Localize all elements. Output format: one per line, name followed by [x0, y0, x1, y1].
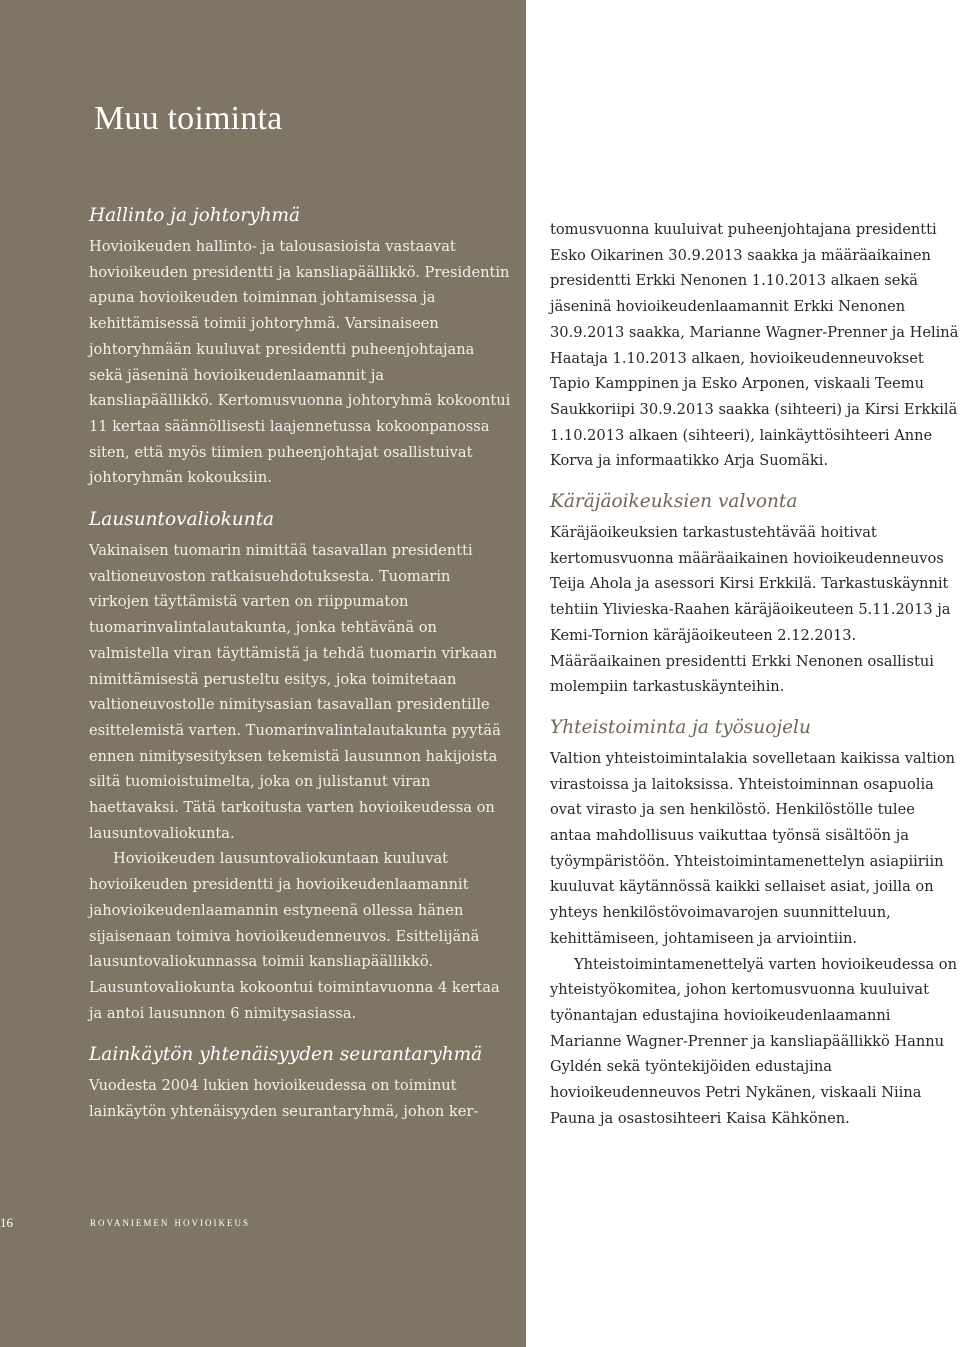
section-heading-lainkaytto: Lainkäytön yhtenäisyyden seurantaryhmä: [89, 1044, 483, 1066]
section-heading-hallinto: Hallinto ja johtoryhmä: [89, 205, 301, 226]
right-column: [550, 217, 960, 1132]
paragraph-lausuntovaliokunta-1: Vakinaisen tuomarin nimittää tasavallan presidentti valtioneuvoston ratkaisuehdotuksesta. Tuomarin virkojen täyttämistä varten on riippumaton tuomarinvalintalautakunta, jonka tehtävänä on valmistella viran täyttämistä ja tehdä tuomarin virkaan nimittämisestä perusteltu esitys, joka toimitetaan valtioneuvostolle nimitysasian tasavallan presidentille esittelemistä varten. Tuomarinvalintalautakunta pyytää ennen nimitysesityksen tekemistä lausunnon hakijoista siltä tuomioistuimelta, joka on julistanut viran haettavaksi. Tätä tarkoitusta varten hovioikeudessa on lausuntovaliokunta.: [89, 542, 501, 842]
paragraph-yhteistoiminta-2: Yhteistoimintamenettelyä varten hovioikeudessa on yhteistyökomitea, johon kertomusvuonna kuuluivat työnantajan edustajina hovioikeudenlaamanni Marianne Wagner-Prenner ja kansliapäällikkö Hannu Gyldén sekä työntekijöiden edustajina hovioikeudenneuvos Petri Nykänen, viskaali Niina Pauna ja osastosihteeri Kaisa Kähkönen.: [550, 955, 957, 1127]
paragraph-lainkaytto: Vuodesta 2004 lukien hovioikeudessa on toiminut lainkäytön yhtenäisyyden seurantaryhmä, johon ker-: [89, 1077, 479, 1121]
left-column: [89, 205, 511, 1125]
page-title: Muu toiminta: [94, 100, 283, 137]
paragraph-yhteistoiminta-1: Valtion yhteistoimintalakia sovelletaan kaikissa valtion virastoissa ja laitoksissa. Yhteistoiminnan osapuolia ovat virasto ja sen henkilöstö. Henkilöstölle tulee antaa mahdollisuus vaikuttaa työnsä sisältöön ja työympäristöön. Yhteistoimintamenettelyn asiapiiriin kuuluvat käytännössä kaikki sellaiset asiat, joilla on yhteys henkilöstövoimavarojen suunnitteluun, kehittämiseen, johtamiseen ja arviointiin.: [550, 749, 956, 947]
footer-label: rovaniemen hovioikeus: [90, 1215, 250, 1229]
section-heading-yhteistoiminta: Yhteistoiminta ja työsuojelu: [550, 716, 811, 738]
section-heading-lausuntovaliokunta: Lausuntovaliokunta: [89, 509, 275, 531]
section-heading-karajaoikeudet: Käräjäoikeuksien valvonta: [550, 491, 798, 513]
paragraph-lausuntovaliokunta-2: Hovioikeuden lausuntovaliokuntaan kuuluvat hovioikeuden presidentti ja hovioikeudenlaamannit jahovioikeudenlaamannin estyneenä ollessa hänen sijaisenaan toimiva hovioikeudenneuvos. Esittelijänä lausuntovaliokunnassa toimii kansliapäällikkö. Lausuntovaliokunta kokoontui toimintavuonna 4 kertaa ja antoi lausunnon 6 nimitysasiassa.: [89, 850, 500, 1022]
page-number: 16: [0, 1215, 13, 1230]
paragraph-lainkaytto-continued: tomusvuonna kuuluivat puheenjohtajana presidentti Esko Oikarinen 30.9.2013 saakka ja määräaikainen presidentti Erkki Nenonen 1.10.2013 alkaen sekä jäseninä hovioikeudenlaamannit Erkki Nenonen 30.9.2013 saakka, Marianne Wagner-Prenner ja Helinä Haataja 1.10.2013 alkaen, hovioikeudenneuvokset Tapio Kamppinen ja Esko Arponen, viskaali Teemu Saukkoriipi 30.9.2013 saakka (sihteeri) ja Kirsi Erkkilä 1.10.2013 alkaen (sihteeri), lainkäyttösihteeri Anne Korva ja informaatikko Arja Suomäki.: [550, 221, 959, 470]
paragraph-hallinto: Hovioikeuden hallinto- ja talousasioista vastaavat hovioikeuden presidentti ja kansliapäällikkö. Presidentin apuna hovioikeuden toiminnan johtamisessa ja kehittämisessä toimii johtoryhmä. Varsinaiseen johtoryhmään kuuluvat presidentti puheenjohtajana sekä jäseninä hovioikeudenlaamannit ja kansliapäällikkö. Kertomusvuonna johtoryhmä kokoontui 11 kertaa säännöllisesti laajennetussa kokoonpanossa siten, että myös tiimien puheenjohtajat osallistuivat johtoryhmän kokouksiin.: [89, 238, 511, 487]
paragraph-karajaoikeudet: Käräjäoikeuksien tarkastustehtävää hoitivat kertomusvuonna määräaikainen hovioikeudenneuvos Teija Ahola ja asessori Kirsi Erkkilä. Tarkastuskäynnit tehtiin Ylivieska-Raahen käräjäoikeuteen 5.11.2013 ja Kemi-Tornion käräjäoikeuteen 2.12.2013. Määräaikainen presidentti Erkki Nenonen osallistui molempiin tarkastuskäynteihin.: [550, 524, 951, 696]
